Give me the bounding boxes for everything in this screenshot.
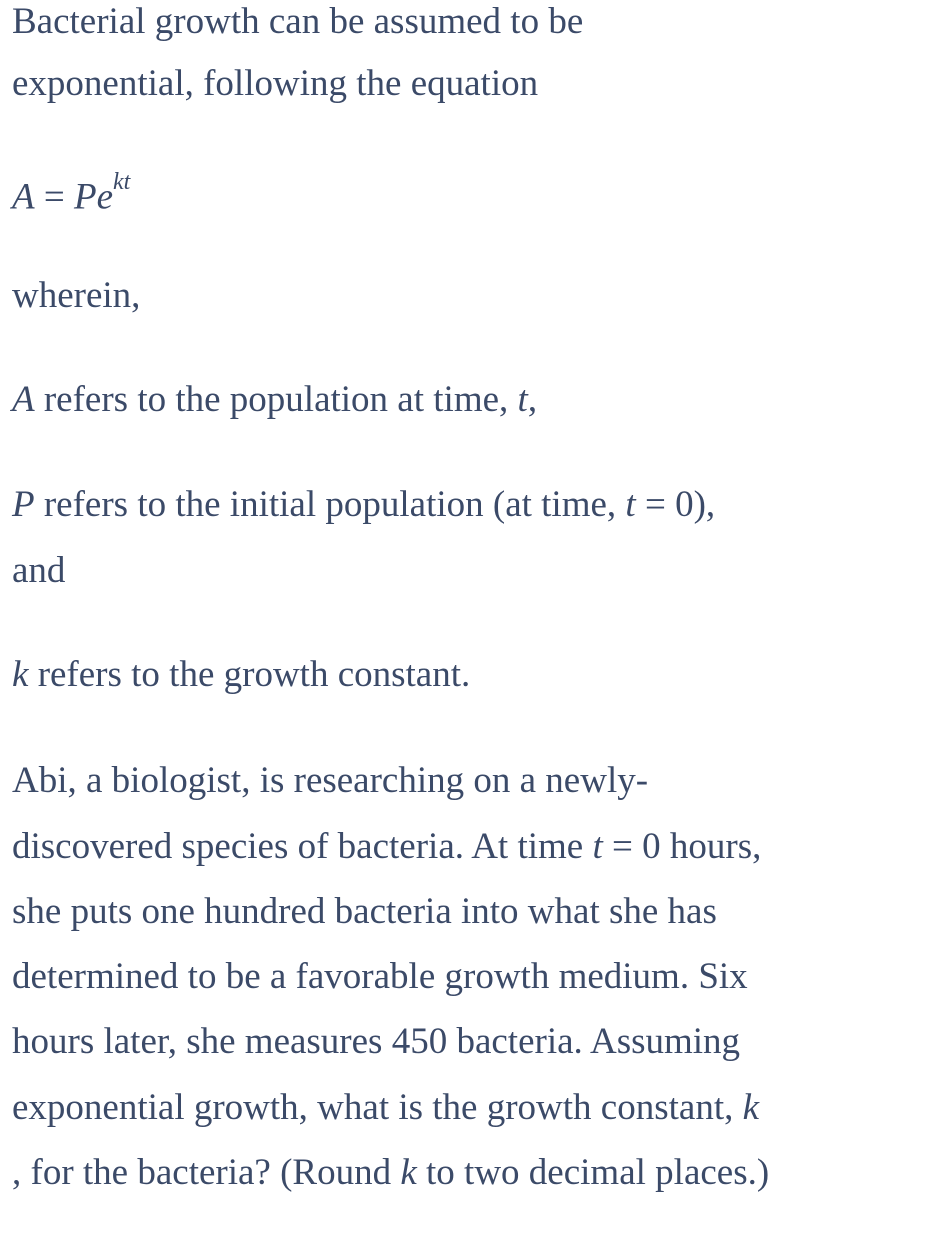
wherein-label: wherein, [12,275,141,316]
definition-A-text: refers to the population at time, [34,379,518,420]
problem-line-3: she puts one hundred bacteria into what she has [12,891,717,932]
problem-line-1: Abi, a biologist, is researching on a newly- [12,760,649,801]
problem-bacteria-count: 450 [391,1021,448,1062]
definition-P-and: and [12,550,66,591]
definition-P-time: t [625,484,636,525]
problem-equals: = [602,826,643,867]
intro-line-1: Bacterial growth can be assumed to be [12,1,584,42]
definition-A-time: t [517,379,528,420]
problem-k-variable: k [742,1087,760,1128]
problem-time-variable: t [592,826,603,867]
definition-P [12,483,715,527]
problem-line-2-text: discovered species of bacteria. At time [12,826,593,867]
problem-line-2 [12,825,761,869]
definition-k-text: refers to the growth constant. [28,654,471,695]
problem-line-6-text: exponential growth, what is the growth constant, [12,1087,743,1128]
problem-line-5-end: bacteria. Assuming [447,1021,741,1062]
problem-line-6 [12,1086,759,1130]
intro-line-2: exponential, following the equation [12,63,539,104]
definition-A [12,378,537,422]
problem-line-7-text: , for the bacteria? (Round [12,1152,401,1193]
problem-line-2-end: hours, [660,826,762,867]
definition-k [12,653,470,697]
problem-line-7-end: to two decimal places.) [416,1152,770,1193]
problem-line-5 [12,1020,740,1064]
equation-lhs: A [12,176,35,218]
growth-equation [12,166,130,219]
definition-P-equals: = [635,484,676,525]
equation-rhs: Pe [73,176,114,218]
equation-exponent: kt [113,169,131,195]
problem-line-4: determined to be a favorable growth medium. Six [12,956,748,997]
definition-A-end: , [527,379,538,420]
definition-P-end: ), [693,484,716,525]
definition-P-text: refers to the initial population (at time, [34,484,626,525]
problem-line-5-text: hours later, she measures [12,1021,392,1062]
equation-equals: = [43,176,65,218]
definition-P-variable: P [12,484,35,525]
definition-k-variable: k [12,654,29,695]
problem-line-7 [12,1151,769,1195]
definition-A-variable: A [12,379,35,420]
problem-zero: 0 [642,826,661,867]
problem-round-k-variable: k [400,1152,417,1193]
definition-P-zero: 0 [675,484,694,525]
